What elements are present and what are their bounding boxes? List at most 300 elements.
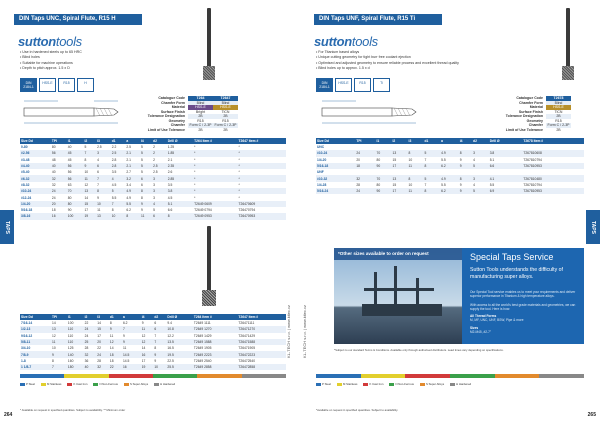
value-cell: 2.85	[167, 175, 193, 181]
value-cell: 28	[84, 346, 89, 351]
column-header: TPI	[355, 138, 375, 144]
value-cell: 14	[97, 321, 101, 326]
value-cell: 20	[356, 157, 360, 162]
value-cell: *	[194, 145, 196, 150]
value-cell: 2	[153, 145, 155, 150]
size-table-lower	[20, 314, 286, 370]
value-cell: 56	[67, 170, 72, 175]
value-cell: 9	[109, 326, 122, 332]
value-cell: 8	[125, 213, 140, 219]
value-cell: T2649 1111	[193, 321, 211, 326]
value-cell: 22.5	[167, 358, 174, 363]
promo-paragraph: Our Special Tool service enables us to meet your requirements and deliver superior performance in Titanium & high temperature alloys.	[470, 290, 576, 299]
value-cell: 4.9	[126, 195, 131, 200]
value-cell: 22	[97, 346, 101, 351]
value-cell: 2	[153, 157, 155, 162]
column-header: Size Dd	[20, 314, 51, 320]
value-cell: 2.5	[126, 145, 131, 150]
column-header: TPI	[51, 138, 67, 144]
feature-item: • Depth to pitch approx. 1.5 x D	[20, 66, 82, 71]
value-cell: 1.85	[167, 150, 193, 156]
value-cell: 6	[152, 213, 167, 219]
value-cell: 80	[51, 145, 56, 150]
value-cell: 5	[140, 145, 143, 150]
value-cell: 10	[408, 182, 413, 187]
value-cell: *	[193, 150, 237, 156]
value-cell: T26471905	[238, 346, 256, 351]
column-header: l3	[96, 314, 109, 320]
value-cell: T26470794	[238, 208, 256, 213]
value-cell: T26472223	[237, 351, 286, 357]
value-cell: 2.5	[97, 145, 102, 150]
size-cell: #4-40	[20, 163, 51, 169]
column-header: l1	[67, 314, 84, 320]
value-cell: *	[238, 175, 287, 181]
value-cell: 19	[83, 213, 96, 219]
value-cell: 8	[140, 188, 152, 194]
column-header: d2	[153, 314, 166, 320]
column-header: Drill Ø	[489, 138, 523, 144]
value-cell: 17	[392, 163, 408, 169]
value-cell: 7	[111, 201, 126, 207]
value-cell: 3	[96, 150, 111, 156]
value-cell: 9	[140, 201, 152, 207]
value-cell: 17	[392, 188, 408, 194]
value-cell: 14	[109, 346, 114, 351]
group-label: UNC	[316, 144, 584, 150]
table-row	[316, 188, 584, 194]
size-cell: #10-32	[316, 175, 355, 181]
value-cell: 6	[97, 170, 99, 175]
photo-caption: *Other sizes available to order on request	[334, 248, 462, 260]
value-cell: 6	[154, 321, 157, 326]
value-cell: 5.1	[167, 201, 193, 207]
value-cell: 14	[84, 195, 89, 200]
value-cell: 14	[52, 321, 56, 326]
value-cell: 3.8	[167, 188, 193, 194]
value-cell: 8	[84, 157, 87, 162]
value-cell: 3	[152, 175, 167, 181]
value-cell: 10	[96, 201, 111, 207]
value-cell: 2.6	[167, 170, 173, 175]
value-cell: 70	[376, 175, 392, 181]
page-number: 264	[4, 412, 13, 418]
value-cell: 19.5	[166, 351, 193, 357]
value-cell: 4.9	[440, 175, 459, 181]
value-cell: 5.5	[489, 182, 495, 187]
value-cell: *	[193, 163, 237, 169]
value-cell: T2649 1905	[193, 346, 212, 351]
value-cell: 9	[122, 333, 125, 338]
size-cell: 9/16-12	[21, 333, 33, 338]
application-badge: Ti	[373, 78, 390, 92]
value-cell: *	[193, 188, 237, 194]
value-cell: 1.25	[167, 145, 175, 150]
size-cell: 1/4-20	[20, 201, 51, 207]
value-cell: *	[193, 175, 237, 181]
value-cell: 3.5	[167, 182, 173, 187]
value-cell: 24	[355, 150, 375, 156]
value-cell: 80	[376, 157, 381, 162]
value-cell: *	[194, 195, 196, 200]
material-color-bar	[316, 374, 584, 378]
value-cell: 40	[51, 170, 56, 175]
value-cell: 9	[140, 208, 143, 213]
value-cell: 8	[424, 188, 441, 194]
special-taps-promo	[334, 248, 584, 344]
size-cell: 7/16-14	[21, 321, 33, 326]
value-cell: T2649 2540	[193, 358, 212, 363]
value-cell: 13	[51, 326, 67, 332]
vertical-watermark: KL-TECH s.r.o. | www.kltec.cz	[302, 304, 307, 358]
footnote: * Available on request in specified quantities. Subject to availability. ** Minimum order	[20, 408, 126, 412]
value-cell: 10	[111, 213, 126, 219]
side-tab-taps: TAPS	[586, 210, 600, 244]
spec-table: Catalogue Code T264 T2647 Chamfer Form Blind Blind Material HSS-E HSS-E Surface Finish Bright TiCN Tolerance Designation 2B 2B Geometry R15 R15 Chamfer Form C / 2-3P Form C / 2-3P Limit of Use Tolerance 2B 2B	[147, 96, 237, 132]
column-header: Drill Ø	[167, 138, 193, 144]
value-cell: 10	[153, 364, 166, 370]
value-cell: 3	[472, 175, 489, 181]
value-cell: 5	[424, 175, 441, 181]
value-cell: 2.5	[152, 163, 167, 169]
size-cell: #10-24	[20, 188, 51, 194]
size-cell: 1/4-20	[317, 157, 327, 162]
value-cell: T26470609	[238, 201, 287, 207]
value-cell: 14.5	[122, 358, 130, 363]
value-cell: *	[238, 163, 287, 169]
value-cell: 16	[51, 213, 67, 219]
column-header: l1	[376, 138, 392, 144]
tap-thread-image	[203, 66, 215, 80]
value-cell: 16	[141, 351, 154, 357]
value-cell: 4	[111, 175, 126, 181]
value-cell: 7	[83, 150, 96, 156]
value-cell: 13.5	[166, 339, 193, 345]
value-cell: 28	[356, 182, 360, 187]
value-cell: T267810480	[522, 175, 584, 181]
value-cell: T26472858	[237, 364, 286, 370]
value-cell: 2.5	[153, 170, 158, 175]
value-cell: 110	[67, 326, 84, 332]
value-cell: 4	[97, 157, 99, 162]
value-cell: 40	[84, 364, 97, 370]
size-cell: 5/16-18	[21, 208, 33, 213]
value-cell: 6.6	[167, 208, 173, 213]
column-header: l3	[96, 138, 111, 144]
value-cell: 15	[83, 201, 96, 207]
geometry-badge: R15	[58, 78, 75, 92]
size-cell: 1-8	[21, 358, 26, 363]
brand-logo: suttontools	[18, 34, 82, 49]
value-cell: 5	[84, 145, 87, 150]
value-cell: 8	[96, 188, 111, 194]
value-cell: 2.8	[111, 157, 117, 162]
value-cell: 5.5	[441, 182, 446, 187]
footnote: *Available on request in specified quantities. Subject to availability.	[316, 408, 399, 412]
value-cell: 3.8	[489, 150, 523, 156]
value-cell: 70	[376, 150, 392, 156]
value-cell: 18	[109, 358, 114, 363]
value-cell: 13	[392, 150, 408, 156]
promo-title: Special Taps Service	[470, 252, 554, 262]
value-cell: 5	[153, 208, 155, 213]
value-cell: 56	[67, 163, 84, 169]
value-cell: *	[194, 157, 196, 162]
value-cell: *	[238, 188, 287, 194]
promo-sizes: Sizes M2-M45, #2-7"	[470, 326, 491, 335]
value-cell: 16.5	[167, 346, 174, 351]
column-header: T2647 Item #	[238, 138, 287, 144]
value-cell: 40	[51, 163, 67, 169]
value-cell: 7	[51, 364, 67, 370]
application-badge: H	[77, 78, 94, 92]
size-cell: #8-32	[21, 182, 30, 187]
value-cell: 2.8	[111, 163, 126, 169]
value-cell: 4.5	[111, 182, 117, 187]
value-cell: 5	[424, 150, 441, 156]
table-row	[20, 364, 286, 370]
column-header: T2678 Item #	[522, 138, 584, 144]
value-cell: 11	[122, 346, 127, 351]
value-cell: 12.2	[167, 333, 174, 338]
value-cell: T26471588	[237, 339, 286, 345]
value-cell: 18	[109, 351, 122, 357]
value-cell: 125	[67, 346, 74, 351]
value-cell: 4.9	[125, 188, 140, 194]
value-cell: 7	[153, 339, 166, 345]
value-cell: 3	[153, 182, 155, 187]
column-header: d1	[111, 138, 126, 144]
material-badge: HSS-E	[335, 78, 352, 92]
value-cell: 6.6	[489, 163, 523, 169]
value-cell: 22	[84, 321, 89, 326]
value-cell: 10	[408, 157, 413, 162]
value-cell: 7	[424, 157, 427, 162]
value-cell: 11	[408, 188, 424, 194]
value-cell: 24	[51, 195, 56, 200]
column-header: a	[122, 314, 141, 320]
value-cell: 4.1	[489, 175, 523, 181]
geometry-badge: R15	[354, 78, 371, 92]
column-header: l2	[392, 138, 408, 144]
brand-logo: suttontools	[314, 34, 378, 49]
value-cell: 2.1	[125, 150, 140, 156]
value-cell: 5	[472, 163, 489, 169]
size-table-upper	[20, 138, 286, 220]
promo-note: *Subject to our standard Terms & Conditions. Available only through authorised distributors. Lead times vary depending on specifications.	[334, 348, 504, 352]
side-tab-taps: TAPS	[0, 210, 14, 244]
value-cell: 24	[51, 188, 67, 194]
right-page	[300, 0, 600, 424]
value-cell: 10	[84, 170, 89, 175]
tap-thread-image-large	[202, 290, 216, 306]
value-cell: T267810794	[523, 157, 542, 162]
value-cell: 8	[167, 213, 193, 219]
size-cell: 3/4-10	[21, 346, 31, 351]
tap-thread-image	[562, 66, 574, 80]
value-cell: 10	[52, 346, 56, 351]
value-cell: 110	[67, 339, 84, 345]
value-cell: T26470953	[238, 213, 287, 219]
value-cell: 9	[141, 321, 144, 326]
value-cell: 20	[51, 201, 67, 207]
material-badge: HSS-E	[39, 78, 56, 92]
value-cell: 2.2	[111, 145, 117, 150]
feature-item: • Use in hardened steels up to 65 HRC	[20, 50, 82, 55]
value-cell: 7	[97, 182, 99, 187]
value-cell: 3.5	[111, 170, 117, 175]
value-cell: 11	[141, 326, 154, 332]
value-cell: 20	[96, 339, 109, 345]
value-cell: 3	[153, 195, 155, 200]
value-cell: 32	[51, 175, 67, 181]
value-cell: T2649 1270	[193, 326, 237, 332]
value-cell: T267810953	[522, 188, 584, 194]
value-cell: 24	[84, 326, 97, 332]
value-cell: 4	[473, 157, 475, 162]
column-header: TPI	[51, 314, 67, 320]
value-cell: 90	[67, 208, 72, 213]
size-cell: #12-24	[21, 195, 32, 200]
value-cell: 8	[109, 321, 112, 326]
value-cell: 14	[141, 346, 146, 351]
value-cell: 5	[472, 188, 489, 194]
column-header: l4	[140, 138, 152, 144]
value-cell: T2649 0794	[194, 208, 212, 213]
value-cell: 4.5	[167, 195, 173, 200]
value-cell: 5	[140, 170, 143, 175]
value-cell: 7	[154, 333, 157, 338]
value-cell: 15	[96, 326, 109, 332]
size-cell: 7/8-9	[20, 351, 51, 357]
value-cell: 5.5	[111, 195, 117, 200]
value-cell: 15	[392, 157, 397, 162]
size-cell: 5/8-11	[20, 339, 51, 345]
column-header: l2	[83, 138, 96, 144]
column-header: d1	[109, 314, 122, 320]
value-cell: 4.9	[440, 150, 459, 156]
value-cell: T267810794	[523, 182, 542, 187]
value-cell: 8	[140, 195, 143, 200]
din-badge: DIN 2184-1	[316, 78, 333, 92]
value-cell: 7	[96, 175, 111, 181]
value-cell: 32	[84, 351, 97, 357]
value-cell: 24	[355, 188, 375, 194]
value-cell: 8	[408, 175, 424, 181]
value-cell: T26471111	[238, 321, 255, 326]
value-cell: *	[238, 150, 287, 156]
value-cell: *	[238, 145, 240, 150]
value-cell: 8	[459, 150, 472, 156]
feature-item: • Unique cutting geometry for tight burr free coolant ejection	[316, 55, 536, 60]
value-cell: 9	[459, 163, 472, 169]
size-cell: #3-48	[21, 157, 30, 162]
size-cell: #10-24	[316, 150, 355, 156]
value-cell: 18	[51, 208, 56, 213]
column-header: d1	[424, 138, 441, 144]
value-cell: 22	[109, 364, 122, 370]
size-cell: #5-40	[21, 170, 30, 175]
value-cell: 8	[52, 358, 54, 363]
value-cell: 11	[408, 163, 424, 169]
value-cell: 5.5	[125, 201, 140, 207]
value-cell: 110	[67, 333, 74, 338]
value-cell: 9	[459, 188, 472, 194]
value-cell: 36	[84, 358, 89, 363]
value-cell: 12	[141, 339, 154, 345]
column-header: Size Dd	[316, 138, 355, 144]
value-cell: 56	[67, 175, 84, 181]
size-table	[316, 138, 584, 194]
column-header: T264 Item #	[193, 314, 237, 320]
value-cell: 7	[424, 182, 427, 187]
standard-badges	[20, 78, 94, 92]
size-cell: 5/16-18	[316, 163, 355, 169]
value-cell: 11	[97, 208, 101, 213]
page-number: 265	[587, 412, 596, 418]
value-cell: 28	[97, 358, 101, 363]
value-cell: 9	[459, 157, 462, 162]
value-cell: 14.5	[122, 351, 141, 357]
value-cell: 32	[96, 364, 109, 370]
value-cell: 2.5	[111, 150, 126, 156]
value-cell: 7	[122, 326, 141, 332]
value-cell: 80	[376, 182, 381, 187]
value-cell: 3.2	[125, 175, 140, 181]
value-cell: 70	[67, 188, 84, 194]
value-cell: 17	[97, 333, 101, 338]
value-cell: T26471270	[237, 326, 286, 332]
value-cell: 45	[67, 150, 84, 156]
value-cell: 2.35	[167, 163, 193, 169]
value-cell: *	[194, 182, 196, 187]
value-cell: 2.1	[167, 157, 173, 162]
size-cell: #6-32	[20, 175, 51, 181]
value-cell: 6	[140, 182, 143, 187]
column-header: T2647 Item #	[237, 314, 286, 320]
feature-list	[316, 50, 536, 72]
value-cell: 24	[96, 351, 109, 357]
material-legend: P Steel M Stainless K Cast Iron N Non-Ferrous S Super Alloys H Hardened	[20, 382, 175, 386]
column-header: T264 Item #	[193, 138, 237, 144]
value-cell: T2649 1588	[193, 339, 237, 345]
value-cell: 3	[152, 188, 167, 194]
column-header: l3	[408, 138, 424, 144]
feature-list	[20, 50, 82, 72]
column-header: a	[440, 138, 459, 144]
promo-paragraph: With access to all the world's best grade materials and geometries, we can supply the tool. Here is how:	[470, 303, 576, 312]
size-cell: #2-56	[20, 150, 51, 156]
page-header-title: DIN Taps UNC, Spiral Flute, R15 H	[14, 14, 142, 25]
feature-item: • Blind holes	[20, 55, 82, 60]
value-cell: 9	[83, 163, 96, 169]
value-cell: T26472540	[238, 358, 256, 363]
value-cell: *	[194, 170, 196, 175]
value-cell: 6.2	[122, 321, 128, 326]
value-cell: T2649 2223	[193, 351, 237, 357]
value-cell: 24	[84, 333, 89, 338]
promo-lead: Sutton Tools understands the difficulty of manufacturing super alloys.	[470, 267, 563, 280]
spec-table: Catalogue Code T2678 Chamfer Form Blind Material HSS-E Surface Finish TiCN Tolerance Designation 2B Geometry R15 Chamfer Form C / 2-3P Limit of Use Tolerance 2B	[505, 96, 570, 132]
table-row	[20, 213, 286, 219]
oil-rig-photo	[334, 248, 462, 344]
value-cell: 6.2	[126, 208, 131, 213]
feature-item: • Blind holes up to approx. 1.5 x d	[316, 66, 536, 71]
tap-dimension-diagram	[316, 96, 426, 130]
value-cell: 5.5	[441, 157, 446, 162]
value-cell: *	[238, 170, 240, 175]
value-cell: 6.2	[440, 188, 459, 194]
